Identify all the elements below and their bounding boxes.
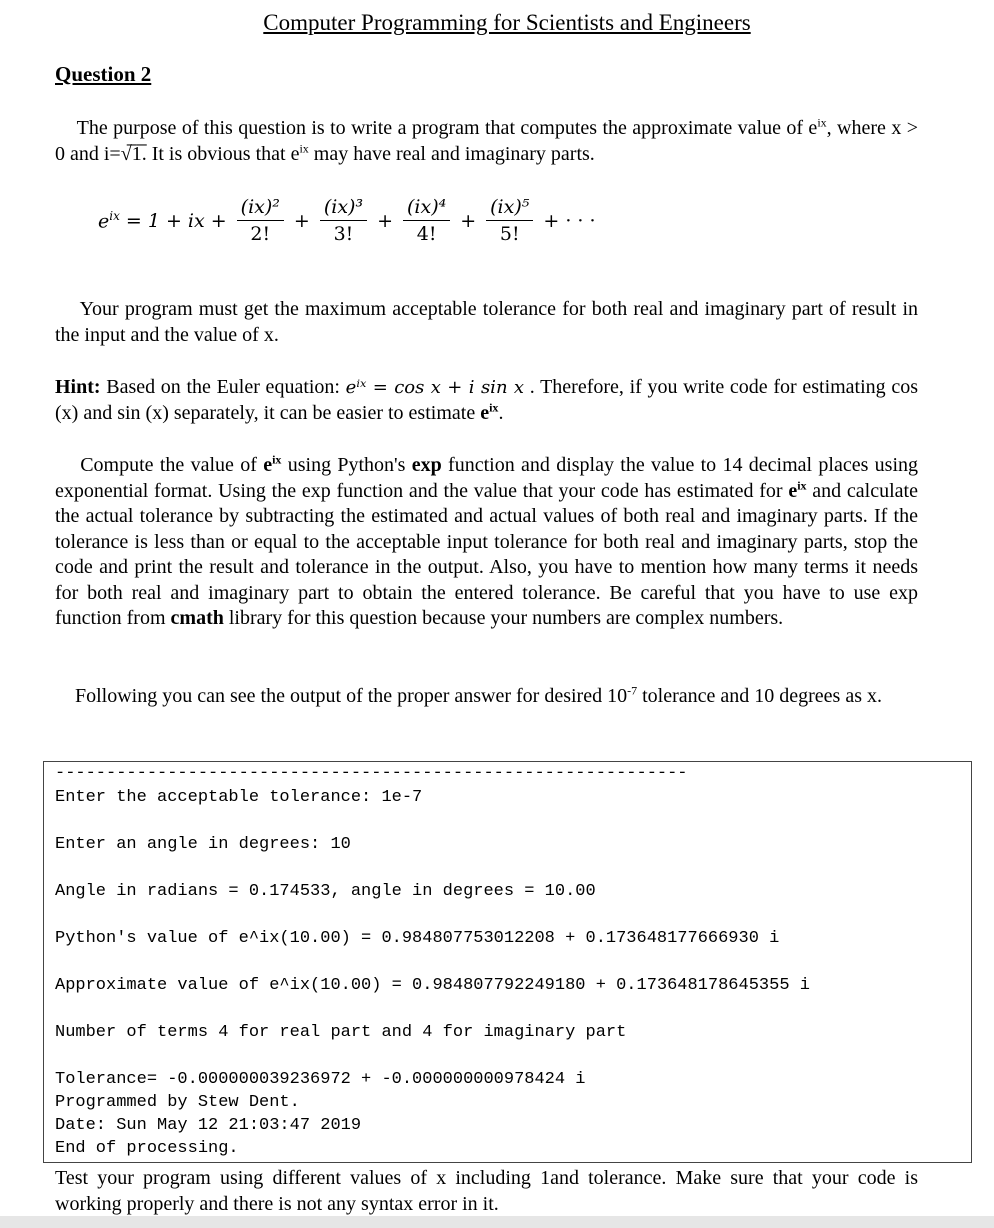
formula-term: $\frac{\text{(ix)²}}{2!}$ [237,196,284,245]
intro-paragraph [55,116,918,167]
output-line: End of processing. [55,1139,239,1158]
requirements-paragraph [55,297,918,348]
output-line: Approximate value of e^ix(10.00) = 0.984807792249180 + 0.173648178645355 i [55,976,810,995]
hint-paragraph [55,375,918,426]
formula-tail: + · · · [543,209,596,232]
text-segment: Your program must get the maximum acceptable tolerance for both real and imaginary part of result in the input and the value of x. [55,298,918,346]
bold-text: Hint: [55,376,101,398]
text-segment: Based on the Euler equation: [100,376,346,398]
text-segment: ix [299,140,309,155]
output-line: Number of terms 4 for real part and 4 for imaginary part [55,1023,627,1042]
text-segment: Following you can see the output of the proper answer for desired 10 [55,685,628,707]
output-line: Angle in radians = 0.174533, angle in degrees = 10.00 [55,882,596,901]
formula-eq: = 1 + ix + [125,209,227,232]
page-bottom-edge [0,1216,994,1228]
bold-text: e [480,401,490,424]
bold-text: ix [272,452,282,467]
output-line: Tolerance= -0.000000039236972 + -0.000000000978424 i [55,1070,586,1089]
text-segment: tolerance and 10 degrees as x. [637,685,882,707]
testing-paragraph [55,1166,918,1217]
output-line: Enter an angle in degrees: 10 [55,835,351,854]
bold-text: ix [489,399,499,414]
sample-output-box [43,761,972,1163]
text-segment: and calculate the actual tolerance by subtracting the estimated and actual values of both real and imaginary parts. If the tolerance is less than or equal to the acceptable input tolerance for both real and imaginary parts, stop the code and print the result and tolerance in the output. Also, you have to mention how many terms it needs for both real and imaginary part to obtain the entered tolerance. Be careful that you have to use exp function from [55,479,918,629]
text-segment: -7 [627,683,638,698]
text-segment: function and display the value to 14 decimal places using exponential format. Using the exp function and the value that your code has estimated for [55,454,919,502]
formula-term: $\frac{\text{(ix)⁵}}{5!}$ [486,196,533,245]
output-line: -------------------------------------------------------------- [55,764,688,783]
output-line: Programmed by Stew Dent. [55,1093,300,1112]
text-segment: ix [817,115,827,130]
text-segment: The purpose of this question is to write a program that computes the approximate value of e [55,117,818,139]
taylor-series-formula: $e^{ix}$ = 1 + ix + $\frac{\text{(ix)²}}{2!}$ + $\frac{\text{(ix)³}}{3!}$ + $\frac{\text{(ix)⁴}}{4!}$ + $\frac{\text{(ix)⁵}}{5!}$ + · · · [98,196,596,245]
text-segment: Test your program using different values of x including 1and tolerance. Make sure that your code is working properly and there is not any syntax error in it. [55,1167,918,1215]
text-segment: . Therefore, if you write code for estimating cos (x) and sin (x) separately, it can be easier to estimate [55,376,919,424]
formula-term: $\frac{\text{(ix)³}}{3!}$ [320,196,367,245]
text-segment: , where x > 0 and i=√̅1̅. It is obvious that e [55,117,919,165]
text-segment: . [498,401,504,424]
formula-term: $\frac{\text{(ix)⁴}}{4!}$ [403,196,450,245]
output-line: Python's value of e^ix(10.00) = 0.984807753012208 + 0.173648177666930 i [55,929,780,948]
document-title: Computer Programming for Scientists and Engineers [263,10,751,35]
output-line: Date: Sun May 12 21:03:47 2019 [55,1116,362,1135]
bold-text: cmath [170,607,224,629]
text-segment: may have real and imaginary parts. [308,142,595,165]
instructions-paragraph [55,453,918,632]
text-segment: using Python's [281,454,412,476]
output-line: Enter the acceptable tolerance: 1e-7 [55,788,423,807]
bold-text: e [263,454,273,476]
question-heading: Question 2 [55,62,152,86]
text-segment: Compute the value of [55,454,264,476]
output-intro-paragraph [55,684,918,710]
inline-math: eⁱˣ = cos x + i sin x [345,377,525,398]
bold-text: exp [411,454,442,476]
bold-text: e [788,479,798,502]
bold-text: ix [797,477,807,492]
text-segment: library for this question because your numbers are complex numbers. [223,607,784,629]
formula-lhs: $e^{ix}$ [98,208,120,233]
